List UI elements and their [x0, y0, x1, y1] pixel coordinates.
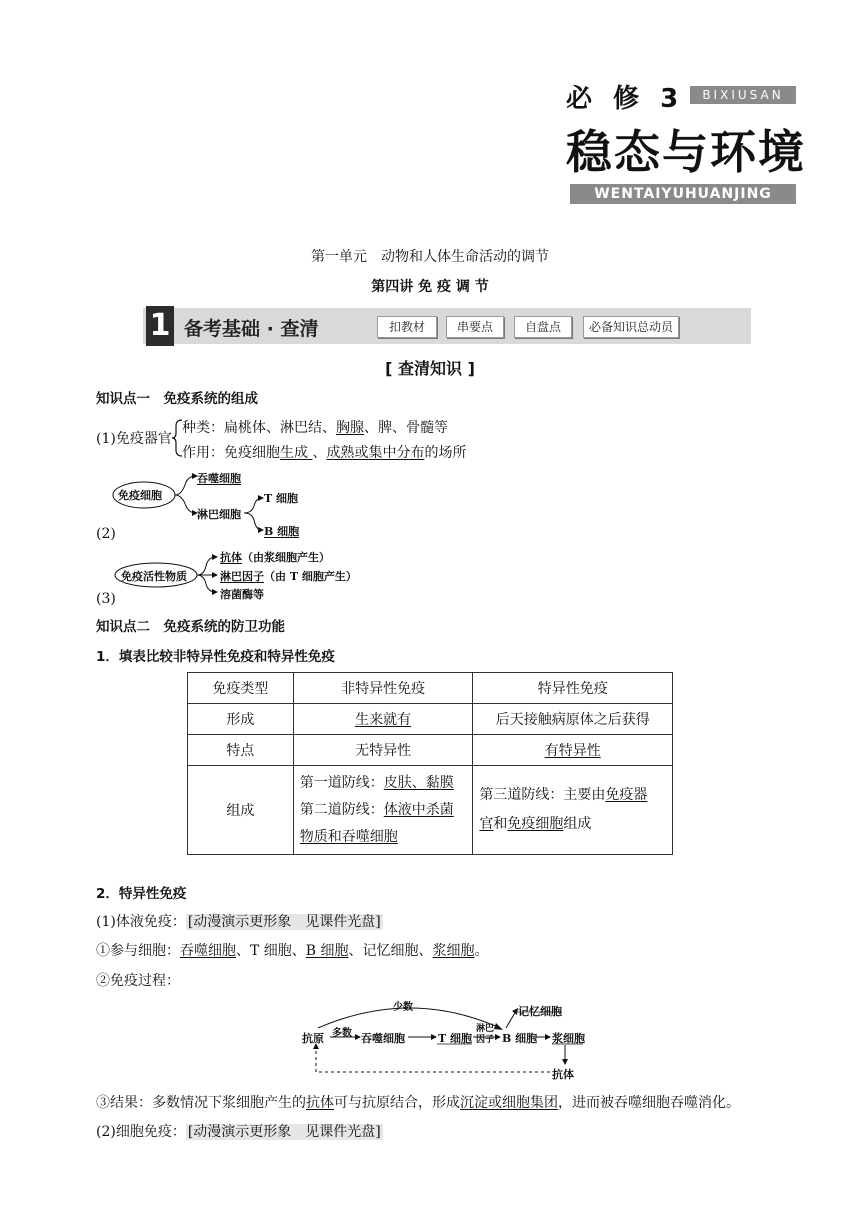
book-volume-pinyin: BIXIUSAN [690, 86, 796, 104]
flow-phagocyte: 吞噬细胞 [361, 1032, 405, 1045]
immunity-comparison-table [187, 672, 673, 855]
item3-label: (3) [96, 591, 116, 607]
flow-antigen: 抗原 [302, 1032, 324, 1045]
cells-t: T 细胞 [264, 492, 299, 505]
tab-self-check[interactable]: 自盘点 [514, 316, 572, 338]
table-cell: 第一道防线：皮肤、黏膜 第二道防线：体液中杀菌 物质和吞噬细胞 [293, 766, 473, 855]
kp2-question2: 2．特异性免疫 [96, 886, 187, 902]
table-header: 免疫类型 [188, 673, 294, 704]
cells-phagocyte: 吞噬细胞 [197, 472, 241, 485]
book-title-pinyin: WENTAIYUHUANJING [570, 184, 796, 204]
flow-b-cell: B 细胞 [502, 1032, 538, 1045]
kp1-heading: 知识点一 免疫系统的组成 [96, 391, 258, 407]
substance-lymphokine: 淋巴因子（由 T 细胞产生） [220, 570, 357, 583]
table-cell: 第三道防线：主要由免疫器 官和免疫细胞组成 [473, 766, 673, 855]
table-cell: 生来就有 [293, 704, 473, 735]
demo-link[interactable]: [动漫演示更形象 见课件光盘] [187, 1124, 381, 1140]
section-heading: [ 查清知识 ] [385, 359, 475, 378]
cells-lymph: 淋巴细胞 [197, 508, 241, 521]
kp2-heading: 知识点二 免疫系统的防卫功能 [96, 619, 285, 635]
flow-antibody: 抗体 [552, 1068, 574, 1081]
item2-label: (2) [96, 526, 116, 542]
table-cell: 特点 [188, 735, 294, 766]
flow-memory: 记忆细胞 [518, 1005, 562, 1018]
flow-plasma: 浆细胞 [552, 1032, 585, 1045]
substances-root: 免疫活性物质 [121, 570, 187, 583]
table-header: 非特异性免疫 [293, 673, 473, 704]
table-cell: 组成 [188, 766, 294, 855]
table-cell: 无特异性 [293, 735, 473, 766]
result-line: ③结果：多数情况下浆细胞产生的抗体可与抗原结合，形成沉淀或细胞集团，进而被吞噬细胞吞噬消化。 [96, 1095, 740, 1111]
flow-lymphokine: 淋巴 因子 [476, 1024, 495, 1045]
kp2-question1: 1．填表比较非特异性免疫和特异性免疫 [96, 649, 335, 665]
book-title: 稳态与环境 [566, 125, 806, 179]
table-cell: 有特异性 [473, 735, 673, 766]
substance-lysozyme: 溶菌酶等 [220, 588, 264, 601]
unit-title: 第一单元 动物和人体生命活动的调节 [311, 249, 549, 265]
organs-kinds: 种类：扁桃体、淋巴结、胸腺、脾、骨髓等 [182, 420, 448, 436]
banner-title: 备考基础 · 查清 [184, 318, 319, 340]
humoral-line: (1)体液免疫： [动漫演示更形象 见课件光盘] [96, 914, 381, 930]
organs-function: 作用：免疫细胞生成 、成熟或集中分布的场所 [182, 445, 467, 461]
table-header: 特异性免疫 [473, 673, 673, 704]
substance-antibody: 抗体（由浆细胞产生） [220, 551, 330, 564]
book-volume-label: 必 修 3 [566, 84, 685, 114]
banner-number-badge: 1 [146, 306, 174, 346]
tab-key-points[interactable]: 串要点 [446, 316, 504, 338]
lecture-title: 第四讲 免 疫 调 节 [371, 279, 489, 295]
flow-many: 多数 [332, 1028, 352, 1039]
flow-t-cell: T 细胞 [438, 1032, 473, 1045]
organs-label: (1)免疫器官 [96, 431, 172, 447]
cells-b: B 细胞 [264, 525, 300, 538]
flow-few: 少数 [393, 1002, 413, 1013]
table-cell: 后天接触病原体之后获得 [473, 704, 673, 735]
table-cell: 形成 [188, 704, 294, 735]
cells-root: 免疫细胞 [118, 489, 162, 502]
tab-knowledge-summary[interactable]: 必备知识总动员 [583, 316, 679, 338]
participating-cells: ①参与细胞：吞噬细胞、T 细胞、B 细胞、记忆细胞、浆细胞。 [96, 943, 489, 959]
process-label: ②免疫过程： [96, 973, 180, 989]
demo-link[interactable]: [动漫演示更形象 见课件光盘] [187, 914, 381, 930]
tab-textbook[interactable]: 扣教材 [377, 316, 437, 338]
cellular-line: (2)细胞免疫： [动漫演示更形象 见课件光盘] [96, 1124, 381, 1140]
